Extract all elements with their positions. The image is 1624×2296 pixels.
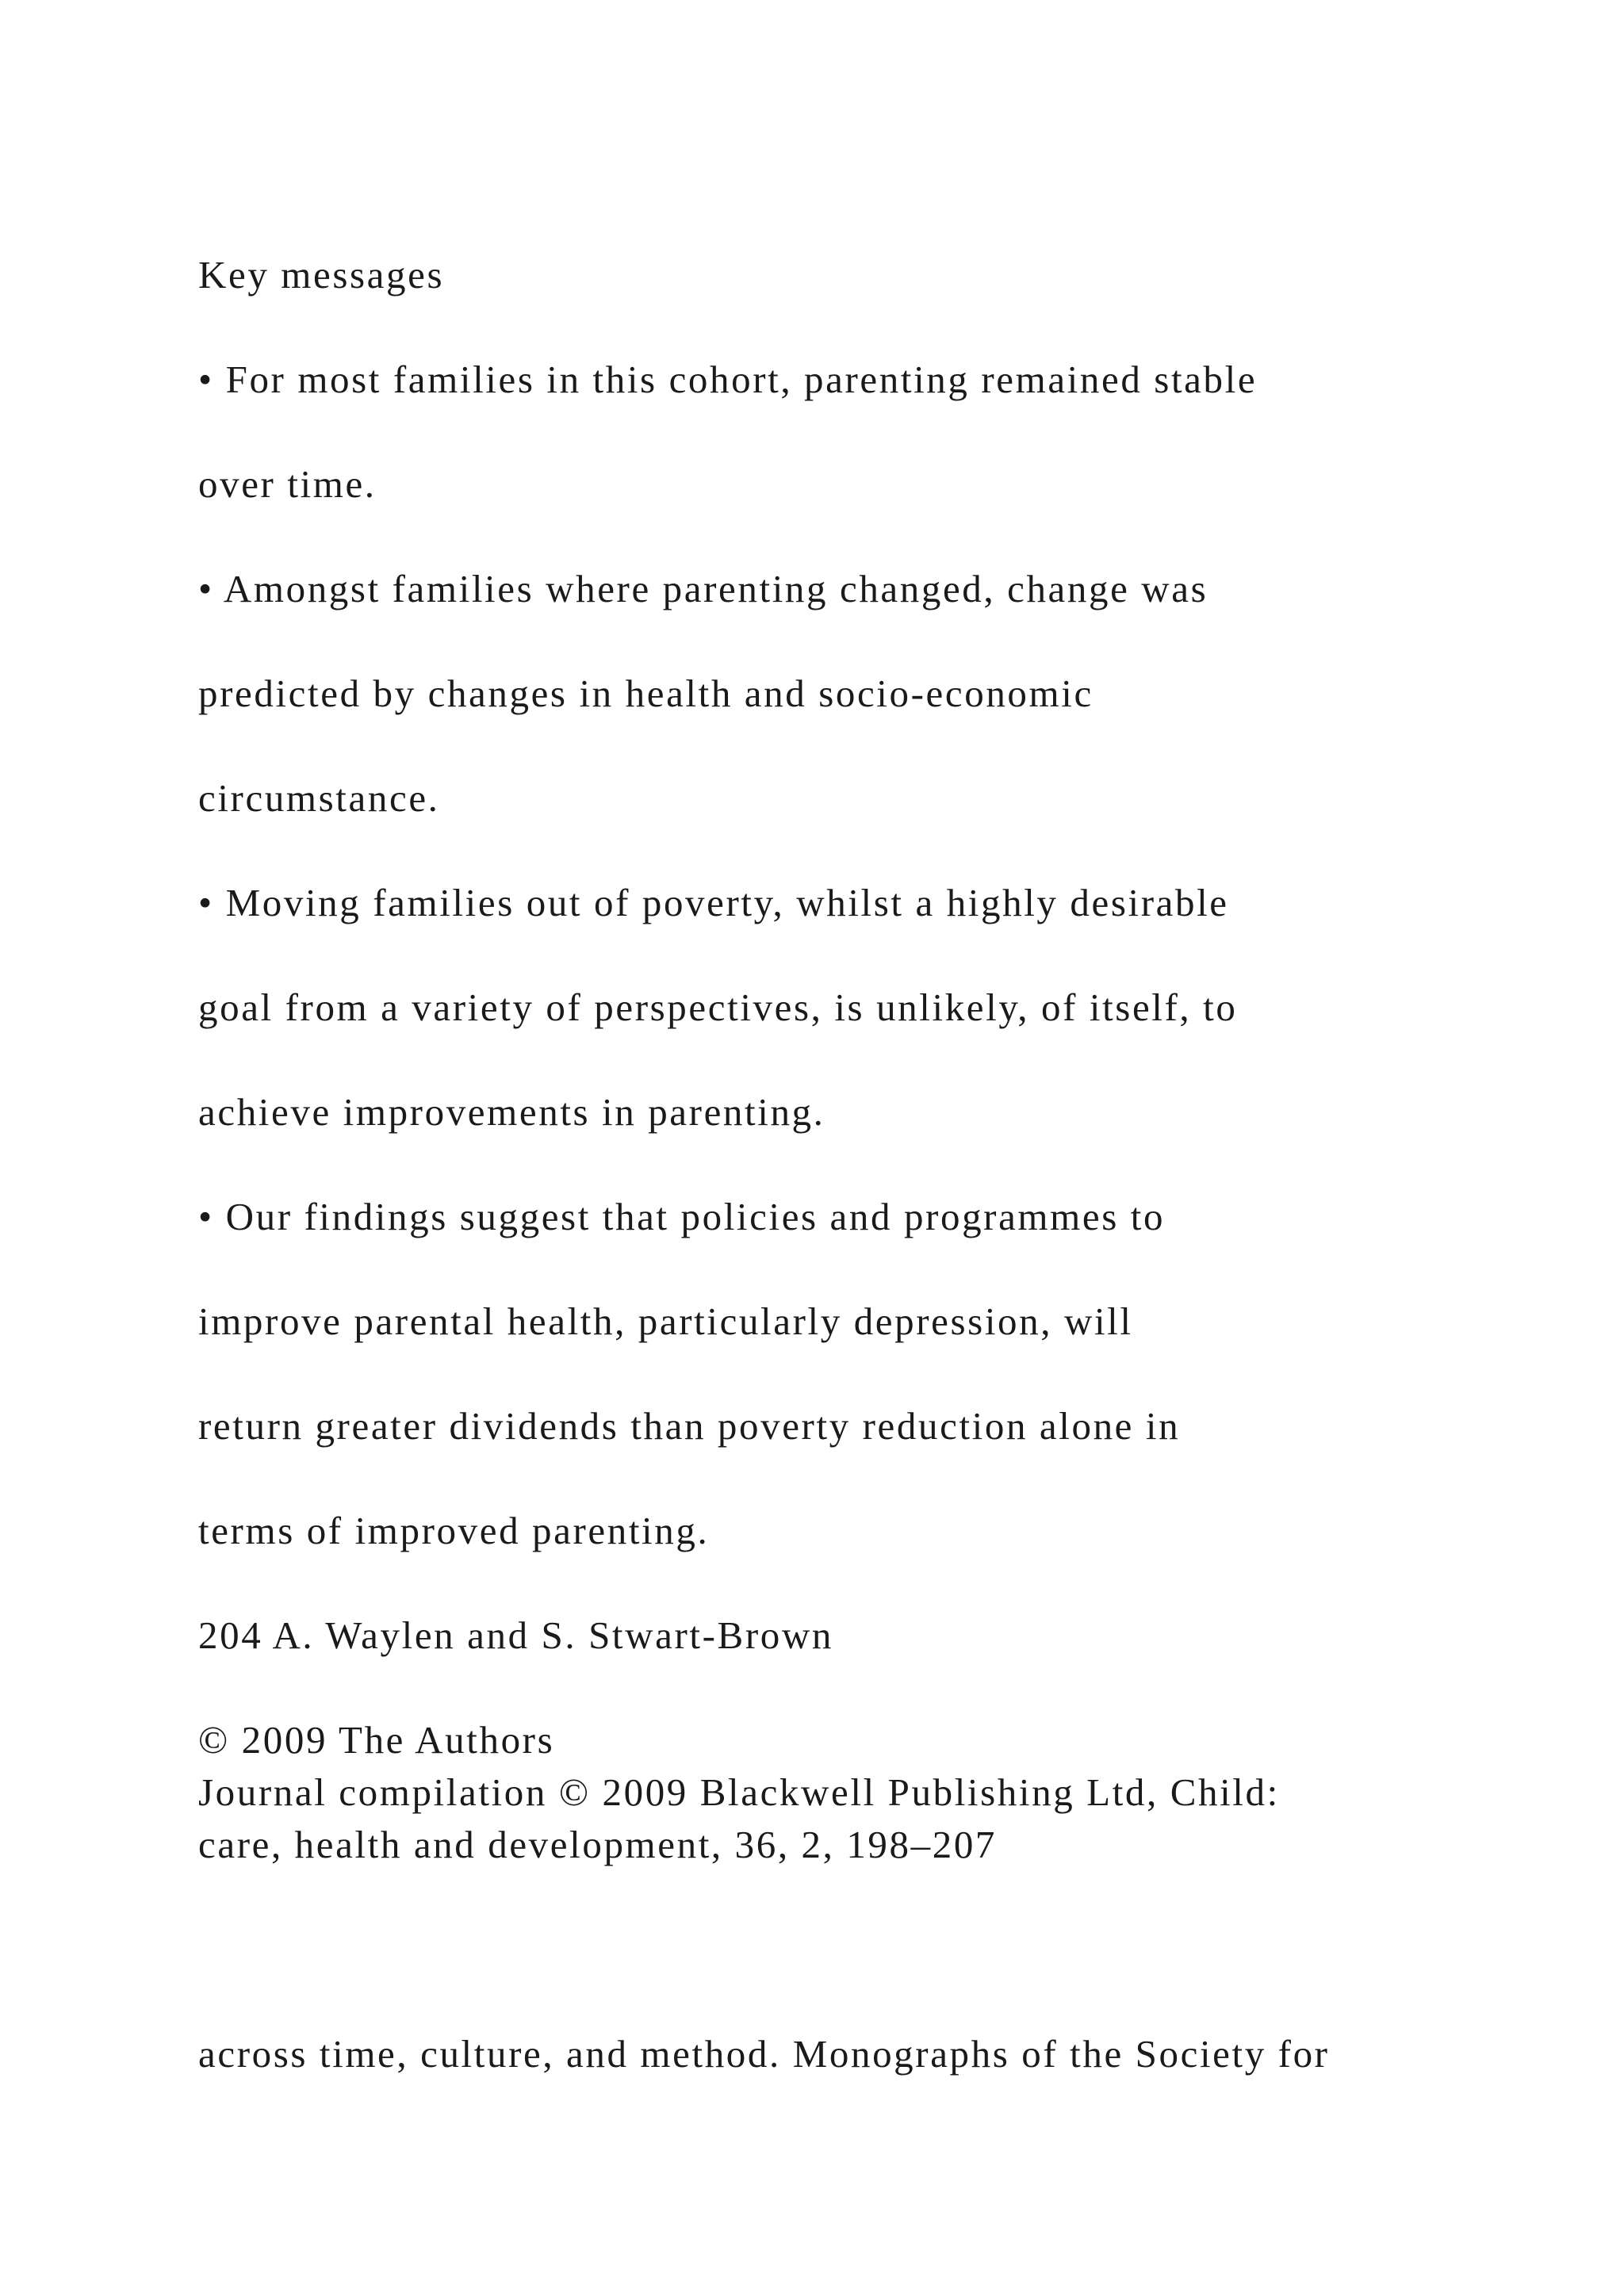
body-line: predicted by changes in health and socio-economic xyxy=(198,672,1094,715)
body-line: over time. xyxy=(198,462,377,506)
body-line: • Moving families out of poverty, whilst a highly desirable xyxy=(198,881,1229,924)
body-line: improve parental health, particularly depression, will xyxy=(198,1299,1133,1343)
body-line: circumstance. xyxy=(198,776,440,820)
body-line: terms of improved parenting. xyxy=(198,1509,710,1552)
copyright-line: © 2009 The Authors xyxy=(198,1718,555,1762)
copyright-line: care, health and development, 36, 2, 198–207 xyxy=(198,1823,998,1866)
body-line: return greater dividends than poverty reduction alone in xyxy=(198,1404,1181,1448)
running-header: 204 A. Waylen and S. Stwart-Brown xyxy=(198,1613,833,1657)
body-line: goal from a variety of perspectives, is unlikely, of itself, to xyxy=(198,985,1238,1029)
body-line: achieve improvements in parenting. xyxy=(198,1090,825,1134)
key-messages-heading: Key messages xyxy=(198,253,445,297)
body-line: • Our findings suggest that policies and programmes to xyxy=(198,1195,1166,1238)
trailing-reference-line: across time, culture, and method. Monographs of the Society for xyxy=(198,2032,1330,2076)
body-line: • Amongst families where parenting changed, change was xyxy=(198,567,1208,610)
body-line: • For most families in this cohort, parenting remained stable xyxy=(198,358,1258,401)
copyright-line: Journal compilation © 2009 Blackwell Publishing Ltd, Child: xyxy=(198,1770,1280,1814)
